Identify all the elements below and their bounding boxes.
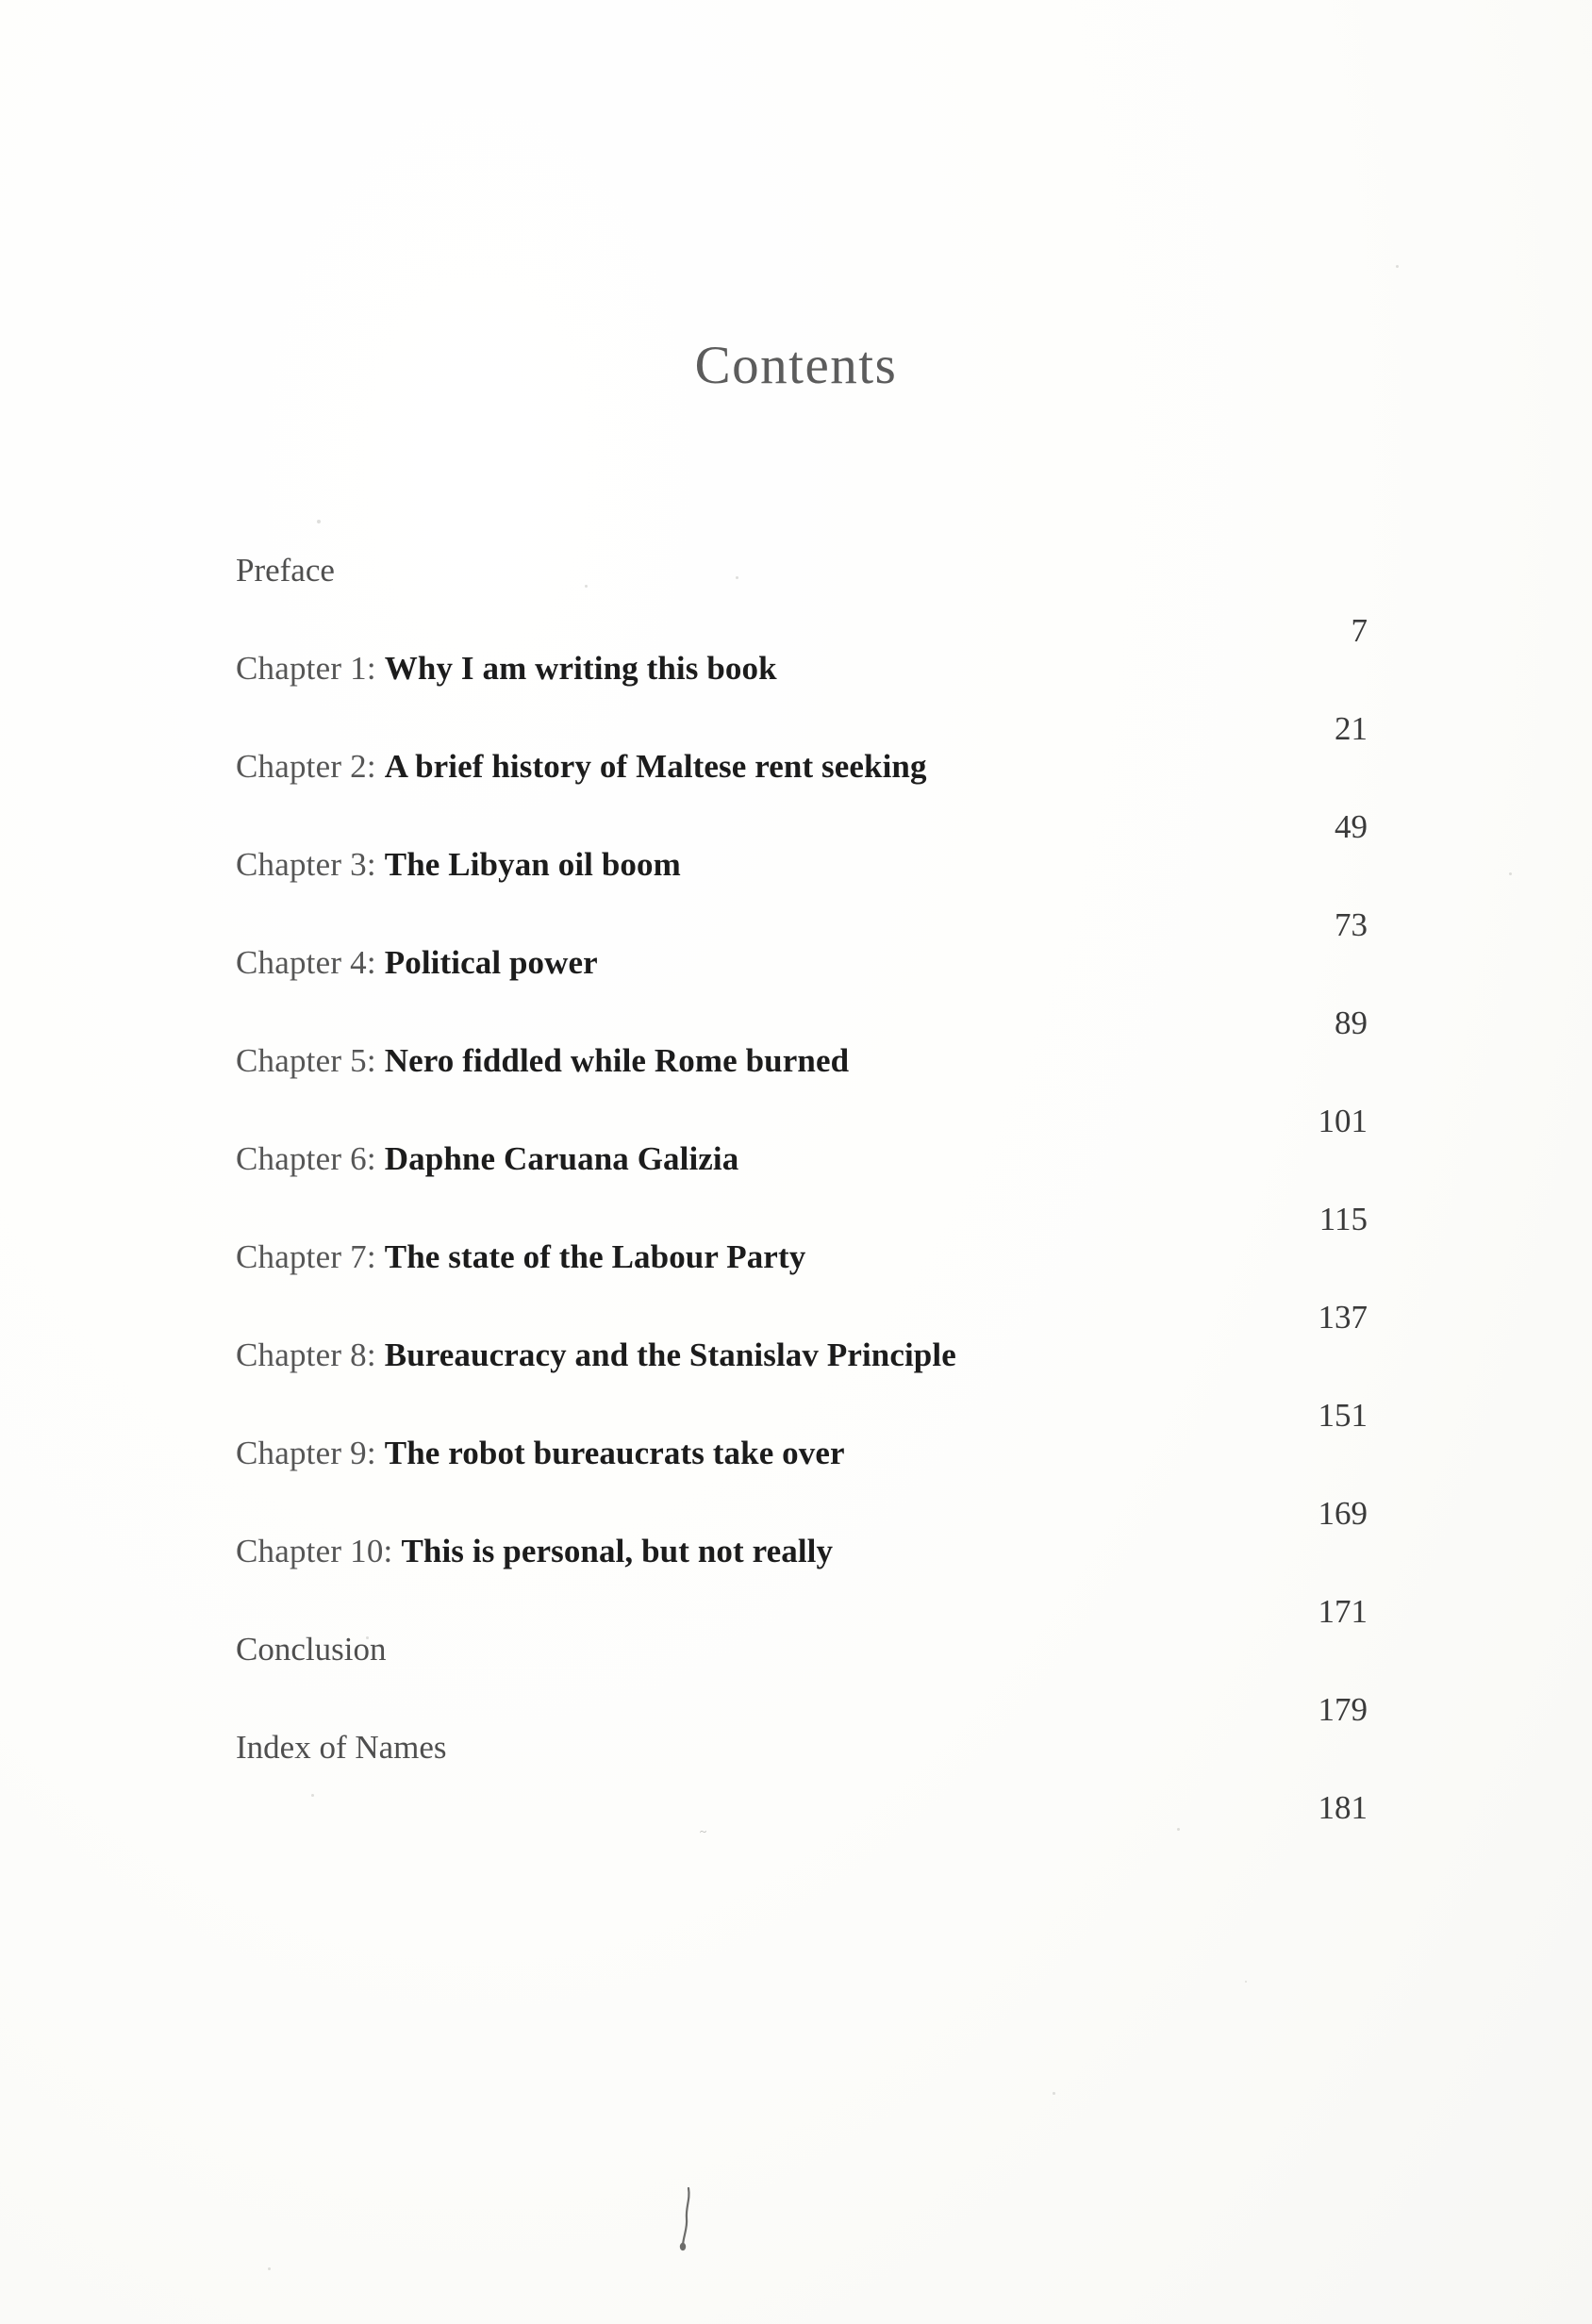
toc-entry-chapter: Chapter 6: <box>236 1140 376 1177</box>
toc-entry-title: The state of the Labour Party <box>384 1238 806 1275</box>
scan-speck <box>311 1794 314 1797</box>
toc-entry-chapter-9[interactable] <box>236 1435 1368 1533</box>
toc-entry-title: Nero fiddled while Rome burned <box>384 1042 850 1079</box>
toc-entry-conclusion[interactable] <box>236 1631 1368 1729</box>
toc-entry-page: 169 <box>1318 1495 1368 1532</box>
toc-entry-chapter: Chapter 10: <box>236 1533 393 1569</box>
scan-speck <box>585 585 588 588</box>
toc-entry-title: This is personal, but not really <box>401 1533 834 1569</box>
toc-entry-chapter-7[interactable] <box>236 1238 1368 1336</box>
toc-entry-page: 73 <box>1335 906 1368 943</box>
toc-entry-chapter: Chapter 4: <box>236 944 376 981</box>
page-title: Contents <box>694 336 898 395</box>
toc-entry-label: Index of Names <box>236 1729 447 1766</box>
scan-smudge-mark: ~ <box>700 1824 708 1838</box>
scan-speck <box>366 1636 369 1639</box>
toc-entry-chapter: Chapter 7: <box>236 1238 376 1275</box>
pen-mark-icon <box>675 2186 700 2252</box>
toc-entry-title: The robot bureaucrats take over <box>384 1435 845 1471</box>
toc-entry-index-of-names[interactable] <box>236 1729 1368 1827</box>
toc-entry-page: 21 <box>1335 710 1368 747</box>
toc-entry-chapter-10[interactable] <box>236 1533 1368 1631</box>
toc-entry-page: 115 <box>1318 1201 1368 1237</box>
toc-entry-chapter-6[interactable] <box>236 1140 1368 1238</box>
toc-entry-chapter: Chapter 3: <box>236 846 376 883</box>
toc-entry-page: 171 <box>1318 1593 1368 1630</box>
toc-entry-page: 89 <box>1335 1004 1368 1041</box>
toc-entry-chapter-3[interactable] <box>236 846 1368 944</box>
table-of-contents <box>236 552 1368 1827</box>
toc-entry-chapter: Chapter 2: <box>236 748 376 785</box>
toc-entry-page: 181 <box>1318 1789 1368 1826</box>
toc-entry-chapter: Chapter 5: <box>236 1042 376 1079</box>
toc-entry-title: Daphne Caruana Galizia <box>384 1140 739 1177</box>
toc-entry-title: Political power <box>384 944 598 981</box>
scan-speck <box>317 520 321 523</box>
toc-entry-chapter: Chapter 1: <box>236 650 376 687</box>
toc-entry-label: Preface <box>236 552 335 589</box>
toc-entry-page: 137 <box>1318 1299 1368 1336</box>
toc-entry-chapter-4[interactable] <box>236 944 1368 1042</box>
toc-entry-title: Bureaucracy and the Stanislav Principle <box>384 1336 956 1373</box>
toc-entry-page: 49 <box>1335 808 1368 845</box>
scan-speck <box>1245 1981 1247 1983</box>
toc-entry-preface[interactable] <box>236 552 1368 650</box>
scan-speck <box>1053 2092 1055 2095</box>
toc-entry-page: 179 <box>1318 1691 1368 1728</box>
scan-speck <box>1509 872 1512 875</box>
scan-speck <box>736 576 738 579</box>
toc-entry-page: 151 <box>1318 1397 1368 1434</box>
toc-entry-page: 101 <box>1318 1103 1368 1139</box>
scan-speck <box>1396 265 1399 268</box>
toc-entry-title: A brief history of Maltese rent seeking <box>384 748 927 785</box>
toc-entry-label: Conclusion <box>236 1631 387 1668</box>
toc-entry-chapter-8[interactable] <box>236 1336 1368 1435</box>
toc-entry-chapter: Chapter 8: <box>236 1336 376 1373</box>
toc-entry-chapter-2[interactable] <box>236 748 1368 846</box>
scan-speck <box>268 2267 271 2270</box>
toc-entry-page: 7 <box>1351 612 1368 649</box>
toc-entry-chapter-1[interactable] <box>236 650 1368 748</box>
toc-entry-chapter: Chapter 9: <box>236 1435 376 1471</box>
toc-entry-chapter-5[interactable] <box>236 1042 1368 1140</box>
scan-speck <box>1177 1828 1180 1831</box>
toc-entry-title: Why I am writing this book <box>384 650 777 687</box>
toc-entry-title: The Libyan oil boom <box>384 846 681 883</box>
